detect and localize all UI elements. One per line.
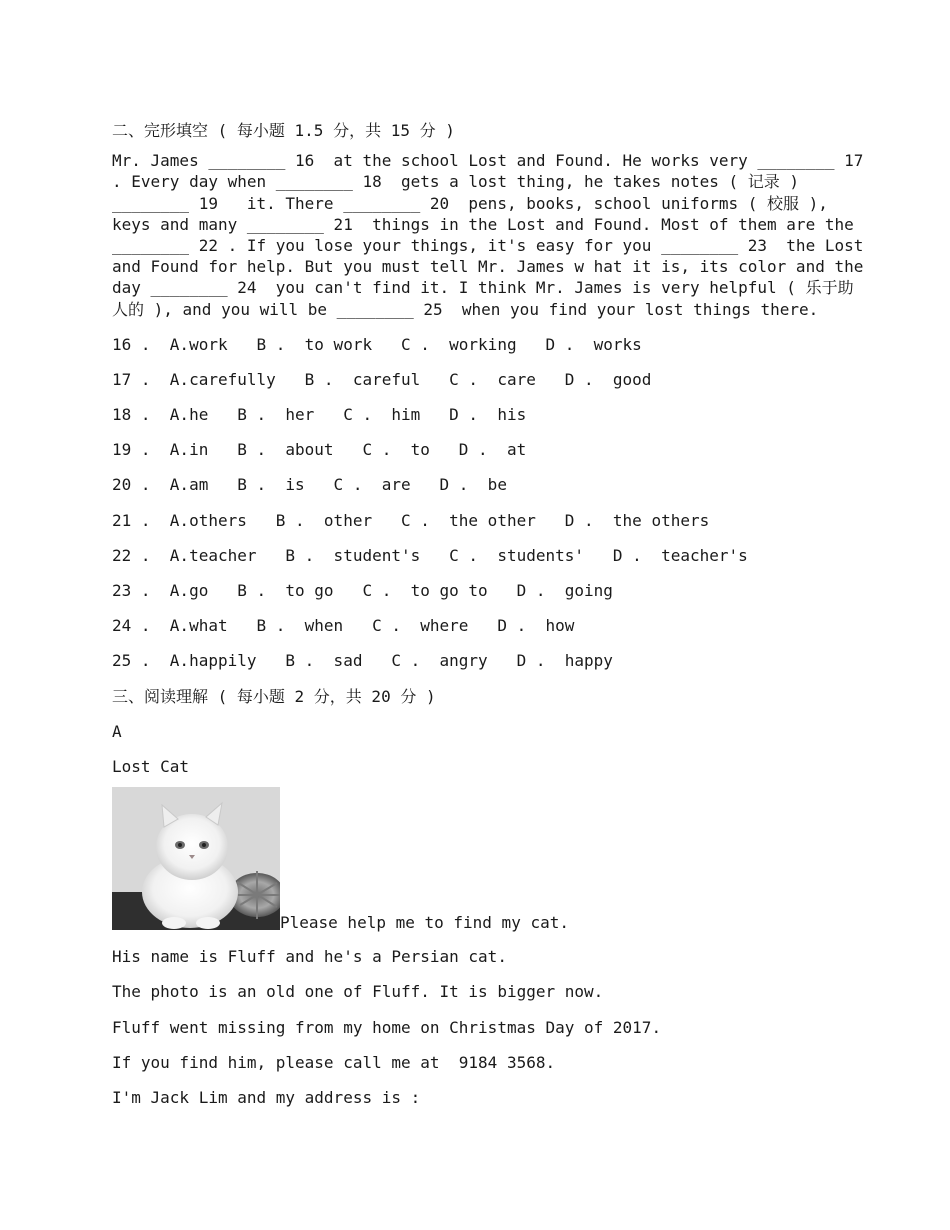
question-item: 21 . A.others B . other C . the other D . the others <box>112 510 710 530</box>
question-item: 18 . A.he B . her C . him D . his <box>112 405 527 425</box>
question-item: 25 . A.happily B . sad C . angry D . happy <box>112 651 613 671</box>
worksheet-page <box>112 113 864 1115</box>
notice-line: If you find him, please call me at 9184 3568. <box>112 1052 556 1072</box>
passage-line: . Every day when ________ 18 gets a lost thing, he takes notes ( 记录 ) <box>112 172 800 192</box>
question-item: 20 . A.am B . is C . are D . be <box>112 475 507 495</box>
notice-line: His name is Fluff and he's a Persian cat. <box>112 947 507 967</box>
persian-cat-photo <box>112 787 280 930</box>
cloze-questions <box>112 327 842 679</box>
cloze-passage <box>112 150 864 320</box>
section-heading-reading: 三、阅读理解 ( 每小题 2 分，共 20 分 ) <box>112 686 436 706</box>
section-heading-cloze: 二、完形填空 ( 每小题 1.5 分，共 15 分 ) <box>112 121 455 140</box>
notice-line: Fluff went missing from my home on Christmas Day of 2017. <box>112 1017 662 1037</box>
passage-line: 人的 ), and you will be ________ 25 when you find your lost things there. <box>112 299 819 319</box>
passage-line: Mr. James ________ 16 at the school Lost and Found. He works very ________ 17 <box>112 151 864 171</box>
question-item: 16 . A.work B . to work C . working D . works <box>112 334 642 354</box>
question-item: 17 . A.carefully B . careful C . care D . good <box>112 369 652 389</box>
notice-line: The photo is an old one of Fluff. It is bigger now. <box>112 982 604 1002</box>
passage-line: ________ 19 it. There ________ 20 pens, books, school uniforms ( 校服 ), <box>112 193 828 213</box>
passage-line: day ________ 24 you can't find it. I think Mr. James is very helpful ( 乐于助 <box>112 278 854 298</box>
notice-title: Lost Cat <box>112 756 190 776</box>
question-item: 23 . A.go B . to go C . to go to D . going <box>112 581 613 600</box>
passage-line: and Found for help. But you must tell Mr. James w hat it is, its color and the <box>112 257 864 277</box>
cat-photo-row <box>112 787 842 933</box>
notice-line: I'm Jack Lim and my address is : <box>112 1087 421 1107</box>
question-item: 19 . A.in B . about C . to D . at <box>112 440 527 460</box>
reading-part-label: A <box>112 721 122 741</box>
question-item: 22 . A.teacher B . student's C . students' D . teacher's <box>112 545 748 565</box>
photo-caption: Please help me to find my cat. <box>280 913 569 933</box>
question-item: 24 . A.what B . when C . where D . how <box>112 616 575 636</box>
cat-illustration <box>112 787 280 930</box>
notice-body <box>112 939 842 1115</box>
passage-line: keys and many ________ 21 things in the Lost and Found. Most of them are the <box>112 214 854 234</box>
passage-line: ________ 22 . If you lose your things, it's easy for you ________ 23 the Lost <box>112 235 864 255</box>
